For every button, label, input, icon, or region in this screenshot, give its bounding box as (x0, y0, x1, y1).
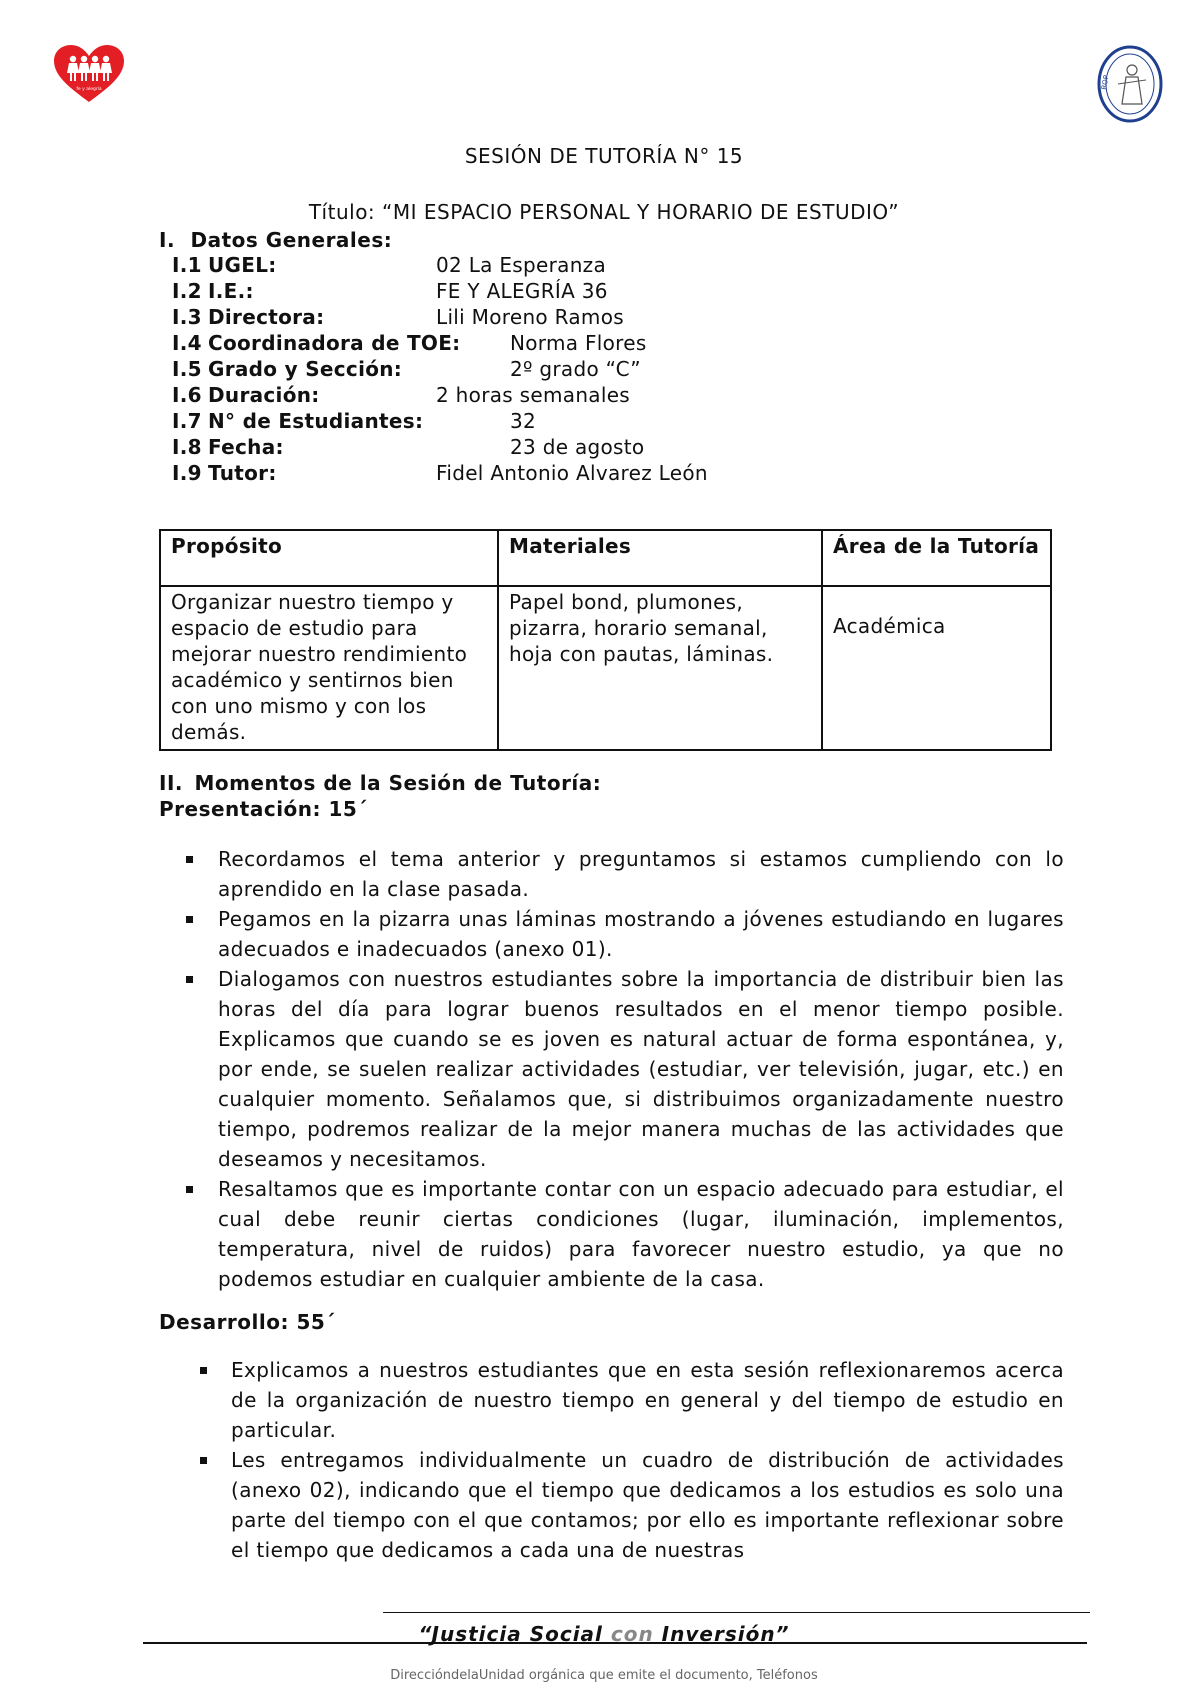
school-seal-logo-icon (1096, 44, 1164, 124)
row-number: I.8 (172, 435, 202, 459)
bullet-square-icon (186, 904, 194, 934)
row-number: I.9 (172, 461, 202, 485)
list-item (231, 1445, 1064, 1565)
motto-highlight: con (610, 1622, 654, 1646)
row-value: Lili Moreno Ramos (436, 305, 624, 329)
svg-text:fe y alegría: fe y alegría (76, 87, 102, 92)
list-item (231, 1355, 1064, 1445)
bullet-square-icon (200, 1355, 208, 1385)
development-list (231, 1355, 1064, 1565)
table-row (160, 586, 1051, 750)
table-header-materiales: Materiales (498, 530, 822, 586)
table-cell-materiales: Papel bond, plumones, pizarra, horario semanal, hoja con pautas, láminas. (498, 586, 822, 750)
school-logo-left (52, 44, 126, 104)
row-value: FE Y ALEGRÍA 36 (436, 279, 608, 303)
section-number: I. (159, 228, 176, 252)
section-title: Momentos de la Sesión de Tutoría: (194, 771, 602, 795)
general-data-heading (159, 228, 392, 252)
fe-y-alegria-heart-logo-icon (52, 44, 126, 104)
row-label: Coordinadora de TOE: (208, 331, 461, 355)
moments-heading (159, 771, 601, 795)
list-item-text: Resaltamos que es importante contar con un espacio adecuado para estudiar, el cual debe reunir ciertas condiciones (lugar, iluminación, implementos, temperatura, nivel de ruidos) para favorecer nuestro estudio, ya que no podemos estudiar en cualquier ambiente de la casa. (218, 1177, 1064, 1291)
row-label: Directora: (208, 305, 325, 329)
row-value: 2º grado “C” (510, 357, 641, 381)
row-label: Tutor: (208, 461, 277, 485)
row-number: I.2 (172, 279, 202, 303)
document-title: Título: “MI ESPACIO PERSONAL Y HORARIO DE ESTUDIO” (308, 200, 900, 224)
svg-text:ROP: ROP (1100, 74, 1111, 91)
motto-text: Inversión” (653, 1622, 790, 1646)
footer-rule-top (383, 1612, 1090, 1613)
list-item-text: Explicamos a nuestros estudiantes que en esta sesión reflexionaremos acerca de la organización de nuestro tiempo en general y del tiempo de estudio en particular. (231, 1358, 1064, 1442)
list-item-text: Pegamos en la pizarra unas láminas mostrando a jóvenes estudiando en lugares adecuados e inadecuados (anexo 01). (218, 907, 1064, 961)
session-title: SESIÓN DE TUTORÍA N° 15 (464, 144, 744, 168)
section-number: II. (159, 771, 183, 795)
row-value: 23 de agosto (510, 435, 645, 459)
row-number: I.5 (172, 357, 202, 381)
motto-text: “Justicia Social (418, 1622, 611, 1646)
row-value: 2 horas semanales (436, 383, 631, 407)
row-label: Fecha: (208, 435, 284, 459)
row-label: Duración: (208, 383, 320, 407)
presentation-list (218, 844, 1064, 1294)
bullet-square-icon (186, 844, 194, 874)
table-header-row (160, 530, 1051, 586)
row-number: I.6 (172, 383, 202, 407)
list-item (218, 844, 1064, 904)
list-item-text: Recordamos el tema anterior y preguntamos si estamos cumpliendo con lo aprendido en la clase pasada. (218, 847, 1064, 901)
footer-rule-bottom (143, 1642, 1087, 1644)
row-value: 02 La Esperanza (436, 253, 607, 277)
row-label: N° de Estudiantes: (208, 409, 424, 433)
row-number: I.4 (172, 331, 202, 355)
row-label: Grado y Sección: (208, 357, 403, 381)
row-number: I.7 (172, 409, 202, 433)
table-header-proposito: Propósito (160, 530, 498, 586)
list-item-text: Dialogamos con nuestros estudiantes sobre la importancia de distribuir bien las horas del día para lograr buenos resultados en el menor tiempo posible. Explicamos que cuando se es joven es natural actuar de forma espontánea, y, por ende, se suelen realizar actividades (estudiar, ver televisión, jugar, etc.) en cualquier momento. Señalamos que, si distribuimos organizadamente nuestro tiempo, podremos realizar de la mejor manera muchas de las actividades que deseamos y necesitamos. (218, 967, 1064, 1171)
table-cell-proposito: Organizar nuestro tiempo y espacio de estudio para mejorar nuestro rendimiento académico y sentirnos bien con uno mismo y con los demás. (160, 586, 498, 750)
presentation-heading: Presentación: 15´ (159, 797, 368, 821)
school-logo-right (1096, 44, 1164, 124)
list-item-text: Les entregamos individualmente un cuadro de distribución de actividades (anexo 02), indicando que el tiempo que dedicamos a los estudios es solo una parte del tiempo con el que contamos; por ello es importante reflexionar sobre el tiempo que dedicamos a cada una de nuestras (231, 1448, 1064, 1562)
bullet-square-icon (186, 1174, 194, 1204)
bullet-square-icon (200, 1445, 208, 1475)
list-item (218, 904, 1064, 964)
list-item (218, 1174, 1064, 1294)
development-heading: Desarrollo: 55´ (159, 1310, 336, 1334)
section-title: Datos Generales: (190, 228, 393, 252)
list-item (218, 964, 1064, 1174)
row-number: I.1 (172, 253, 202, 277)
table-cell-area: Académica (822, 586, 1051, 750)
row-number: I.3 (172, 305, 202, 329)
row-value: Fidel Antonio Alvarez León (436, 461, 708, 485)
row-value: 32 (510, 409, 537, 433)
table-header-area: Área de la Tutoría (822, 530, 1051, 586)
row-label: UGEL: (208, 253, 277, 277)
bullet-square-icon (186, 964, 194, 994)
session-plan-table (159, 529, 1052, 751)
footer-address: DireccióndelaUnidad orgánica que emite el documento, Teléfonos (390, 1668, 818, 1683)
row-label: I.E.: (208, 279, 254, 303)
row-value: Norma Flores (510, 331, 647, 355)
